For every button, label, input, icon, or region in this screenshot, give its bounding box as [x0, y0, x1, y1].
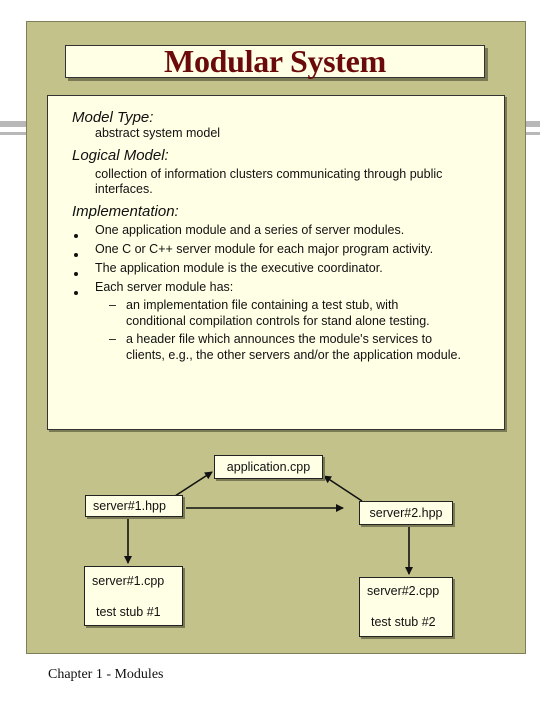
arrow-server2-to-application — [324, 476, 362, 501]
application-cpp-label: application.cpp — [226, 460, 311, 474]
server2-cpp-label: server#2.cpp — [367, 584, 440, 598]
server1-hpp-label: server#1.hpp — [93, 499, 166, 513]
implementation-bullet: One application module and a series of server modules. — [95, 223, 405, 237]
sub-item-line: clients, e.g., the other servers and/or the application module. — [126, 348, 461, 362]
slide-title: Modular System — [164, 43, 386, 79]
sub-item-line: a header file which announces the module's services to — [126, 332, 433, 346]
model-type-heading: Model Type: — [72, 109, 154, 126]
logical-model-text-line2: interfaces. — [95, 182, 153, 196]
footer-chapter-label: Chapter 1 - Modules — [48, 667, 164, 682]
server2-stub-label: test stub #2 — [371, 615, 436, 629]
implementation-heading: Implementation: — [72, 203, 179, 220]
sub-item-line: an implementation file containing a test stub, with — [126, 298, 399, 312]
model-type-text: abstract system model — [95, 126, 221, 140]
implementation-bullet: Each server module has: — [95, 280, 234, 294]
server2-hpp-node — [359, 501, 453, 525]
application-cpp-node — [214, 455, 323, 479]
server1-hpp-node — [85, 495, 183, 517]
sub-item-line: conditional compilation controls for stand alone testing. — [126, 314, 430, 328]
arrow-server1-to-application — [175, 472, 212, 496]
sub-item-dash: – — [109, 332, 116, 346]
server1-cpp-label: server#1.cpp — [92, 574, 165, 588]
server1-stub-label: test stub #1 — [96, 605, 161, 619]
logical-model-text-line1: collection of information clusters communicating through public — [95, 167, 443, 181]
server1-cpp-module — [84, 566, 183, 626]
server2-cpp-module — [359, 577, 453, 637]
server2-hpp-label: server#2.hpp — [369, 506, 443, 520]
sub-item-dash: – — [109, 298, 116, 312]
implementation-bullet: One C or C++ server module for each major program activity. — [95, 242, 434, 256]
implementation-bullet: The application module is the executive coordinator. — [95, 261, 383, 275]
logical-model-heading: Logical Model: — [72, 147, 169, 164]
